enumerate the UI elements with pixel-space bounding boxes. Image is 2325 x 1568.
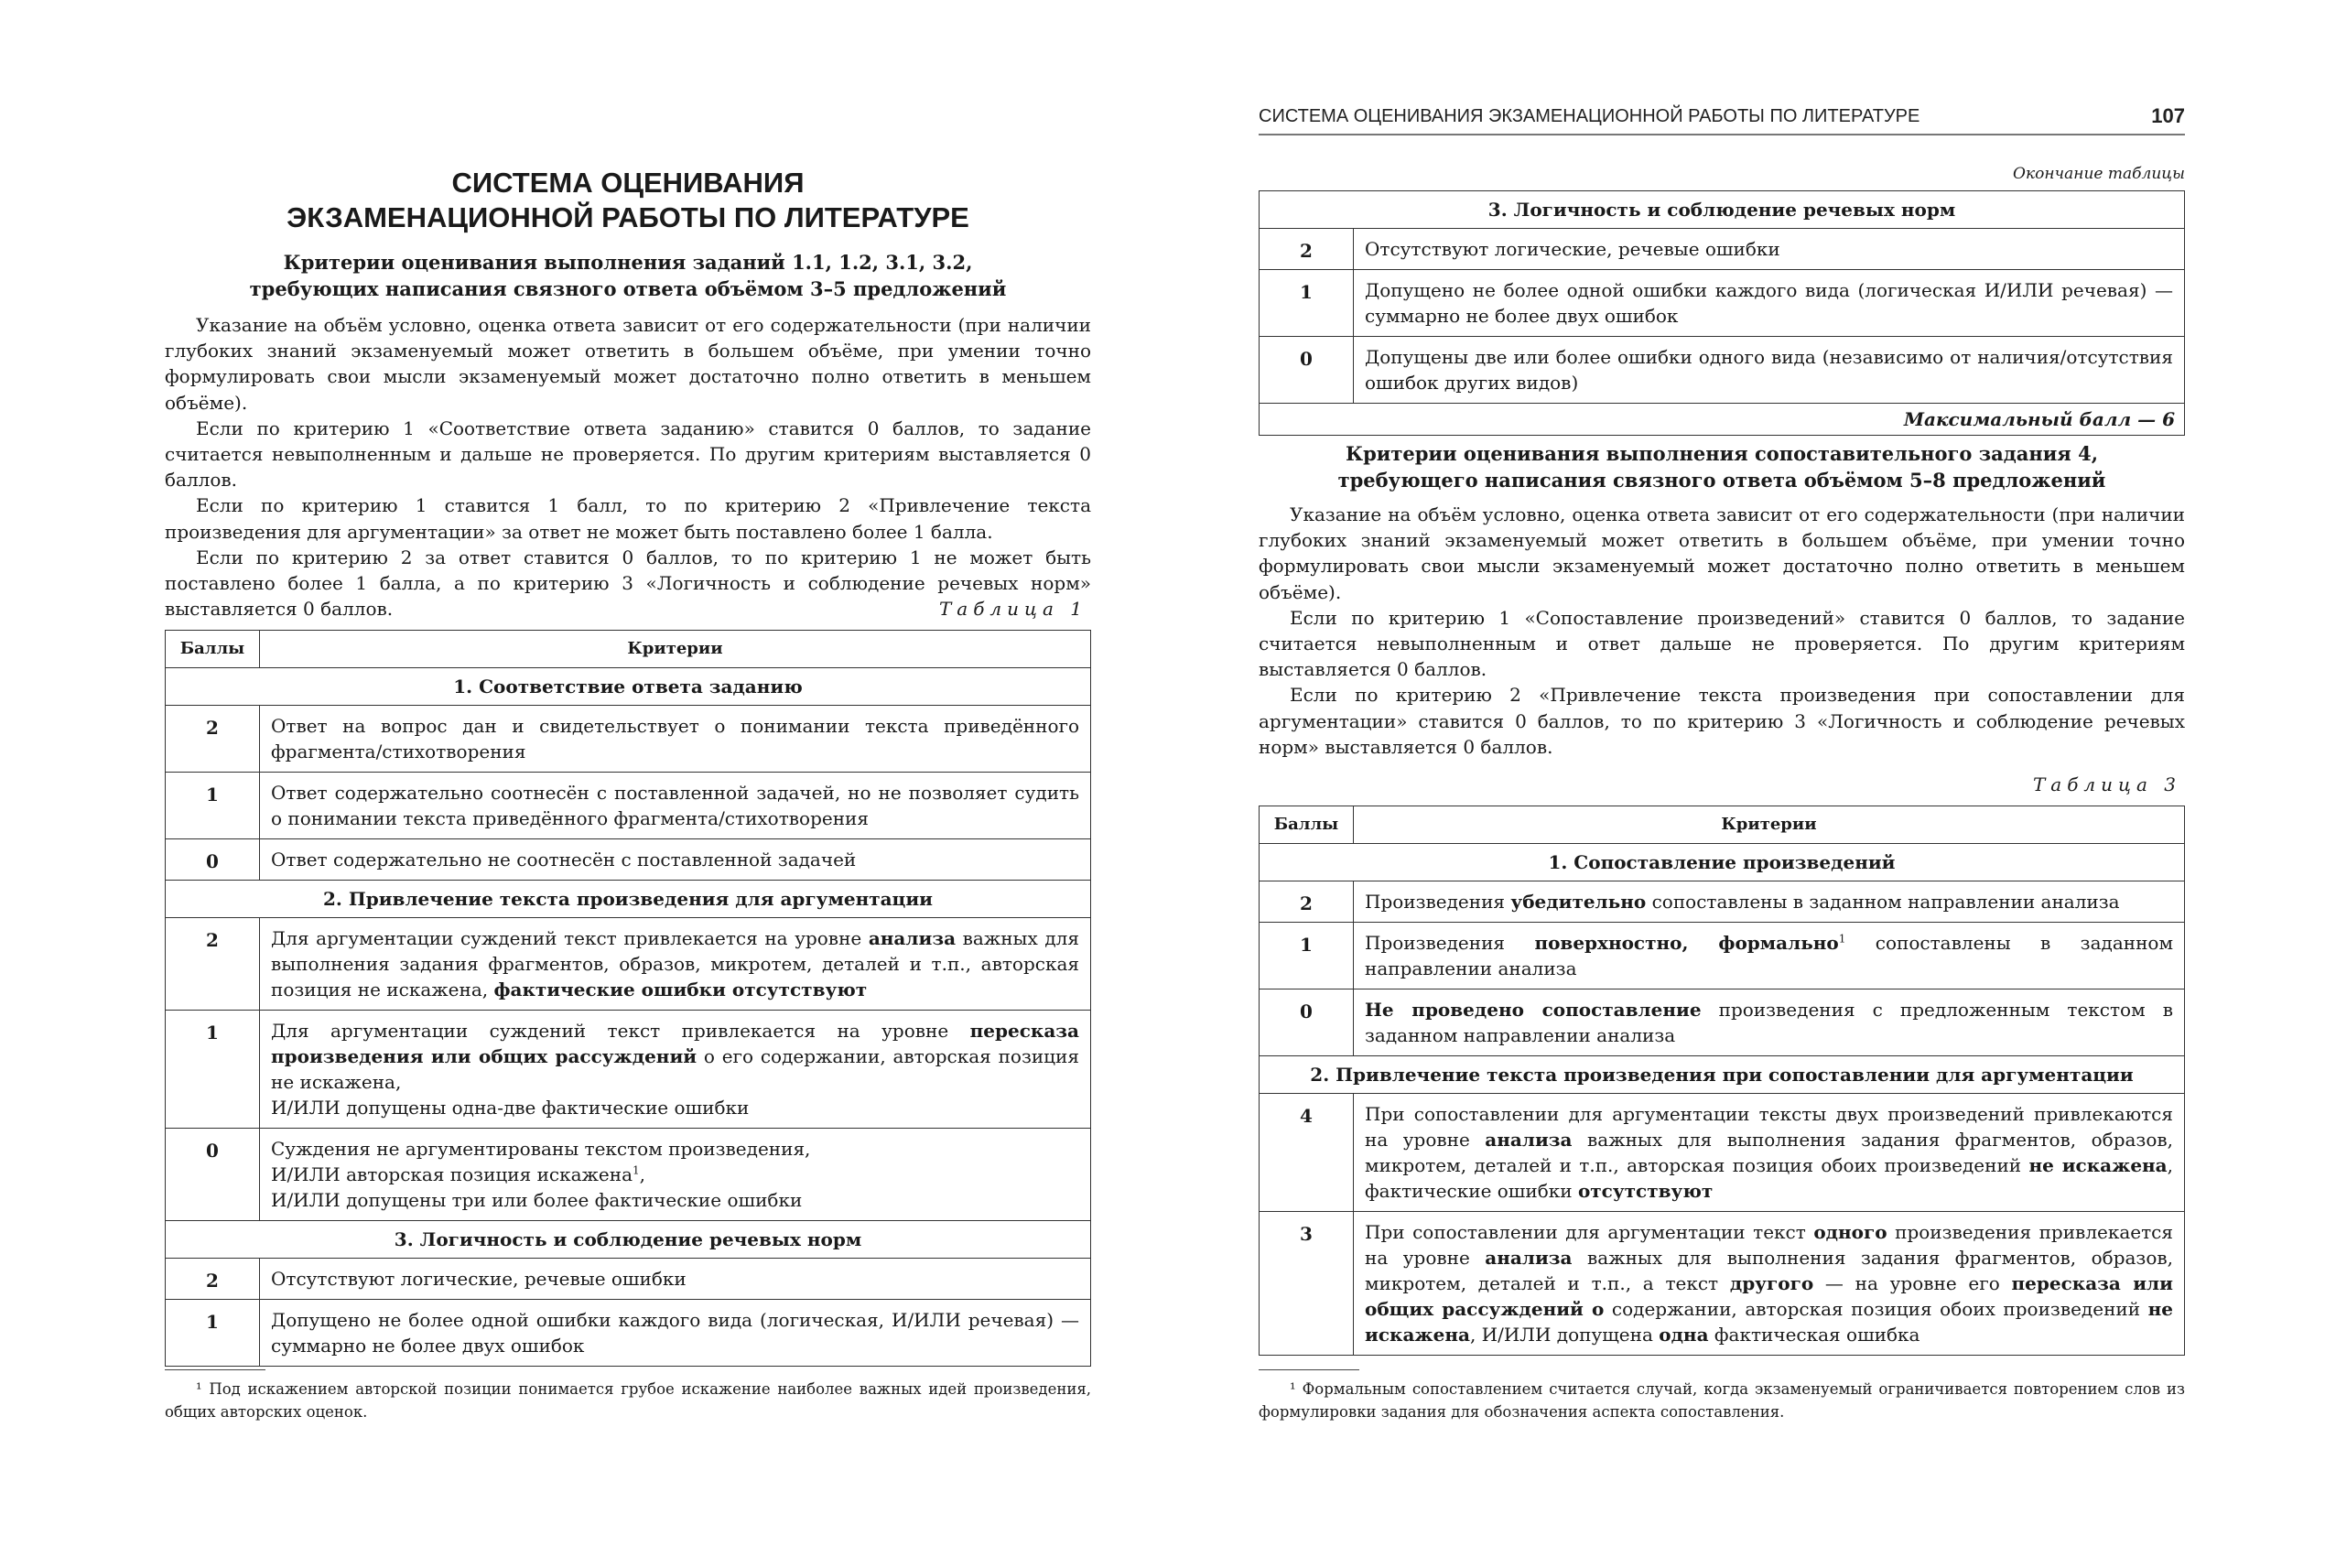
criteria-table-continued [1259,190,2185,436]
score-cell: 2 [1260,229,1354,270]
table-row [1260,270,2185,337]
table-row [166,706,1091,773]
emphasis-text: одного [1813,1221,1887,1243]
intro-text [165,312,1091,622]
score-cell: 4 [1260,1094,1354,1212]
max-score-row [1260,404,2185,436]
score-cell: 0 [1260,989,1354,1056]
criteria-subtitle-line-1: Критерии оценивания выполнения сопоставительного задания 4, [1345,442,2099,465]
criteria-subtitle [1259,440,2185,493]
emphasis-text: не искажена [1365,1298,2173,1346]
table-continuation-label: Окончание таблицы [2013,165,2185,183]
paragraph: Указание на объём условно, оценка ответа зависит от его содержательности (при наличии глубоких знаний экзаменуемый может ответить в большем объёме, при умении точно формулировать свои мысли экзаменуемый может достаточно полно ответить в меньшем объёме). [1259,503,2185,603]
score-cell: 0 [166,839,260,881]
score-cell: 3 [1260,1212,1354,1356]
table-row [166,1300,1091,1367]
table-row [1260,1212,2185,1356]
section-title: 3. Логичность и соблюдение речевых норм [166,1221,1091,1259]
criteria-cell: Для аргументации суждений текст привлекается на уровне анализа важных для выполнения задания фрагментов, образов, микротем, деталей и т.п., авторская позиция не искажена, фактические ошибки отсутствуют [260,918,1091,1011]
score-cell: 0 [166,1129,260,1221]
emphasis-text: одна [1659,1324,1709,1346]
criteria-subtitle-line-1: Критерии оценивания выполнения заданий 1.1, 1.2, 3.1, 3.2, [283,251,973,274]
score-cell: 1 [166,1011,260,1129]
footnote-area [1259,1369,2185,1423]
footnote-separator [1259,1369,1359,1370]
chapter-title-line-2: ЭКЗАМЕНАЦИОННОЙ РАБОТЫ ПО ЛИТЕРАТУРЕ [287,201,969,233]
section-header-row [166,1221,1091,1259]
table-row [166,1011,1091,1129]
score-cell: 2 [166,918,260,1011]
table-row [1260,989,2185,1056]
column-header-criteria: Критерии [1354,806,2185,844]
footnote-marker: 1 [1838,932,1846,946]
footnote-separator [165,1369,265,1370]
section-header-row [166,668,1091,706]
section-title: 3. Логичность и соблюдение речевых норм [1260,191,2185,229]
max-score: Максимальный балл — 6 [1260,404,2185,436]
criteria-cell: Не проведено сопоставление произведения с предложенным текстом в заданном направлении анализа [1354,989,2185,1056]
column-header-scores: Баллы [166,631,260,668]
criteria-cell: Отсутствуют логические, речевые ошибки [260,1259,1091,1300]
chapter-title [165,166,1091,235]
table-row [1260,337,2185,404]
table-row [166,1129,1091,1221]
column-header-scores: Баллы [1260,806,1354,844]
emphasis-text: убедительно [1510,891,1647,913]
section-title: 2. Привлечение текста произведения при сопоставлении для аргументации [1260,1056,2185,1094]
criteria-cell: Произведения убедительно сопоставлены в заданном направлении анализа [1354,881,2185,923]
footnote: ¹ Под искажением авторской позиции понимается грубое искажение наиболее важных идей произведения, общих авторских оценок. [165,1380,1091,1421]
continued-table [1259,190,2185,436]
table-header-row [1260,806,2185,844]
running-title: СИСТЕМА ОЦЕНИВАНИЯ ЭКЗАМЕНАЦИОННОЙ РАБОТЫ ПО ЛИТЕРАТУРЕ [1259,106,1920,126]
emphasis-text: анализа [1485,1129,1573,1151]
table-row [166,773,1091,839]
emphasis-text: Не проведено сопоставление [1365,999,1702,1021]
paragraph: Если по критерию 1 ставится 1 балл, то по критерию 2 «Привлечение текста произведения для аргументации» за ответ не может быть поставлено более 1 балла. [165,494,1091,543]
emphasis-text: фактические ошибки отсутствуют [493,979,868,1000]
criteria-table-3 [1259,806,2185,1356]
criteria-cell: Допущено не более одной ошибки каждого вида (логическая, И/ИЛИ речевая) — суммарно не более двух ошибок [260,1300,1091,1367]
criteria-cell: Суждения не аргументированы текстом произведения, И/ИЛИ авторская позиция искажена$^1$, И/ИЛИ допущены три или более фактические ошибки [260,1129,1091,1221]
section-header-row [1260,844,2185,881]
paragraph: Если по критерию 1 «Соответствие ответа заданию» ставится 0 баллов, то задание считается невыполненным и дальше не проверяется. По другим критериям выставляется 0 баллов. [165,416,1091,492]
criteria-cell: Ответ содержательно не соотнесён с поставленной задачей [260,839,1091,881]
section-title: 1. Сопоставление произведений [1260,844,2185,881]
score-cell: 2 [166,706,260,773]
emphasis-text: поверхностно, формально [1534,932,1839,954]
criteria-cell: При сопоставлении для аргументации тексты двух произведений привлекаются на уровне анализа важных для выполнения задания фрагментов, образов, микротем, деталей и т.п., авторская позиция обоих произведений не искажена, фактические ошибки отсутствуют [1354,1094,2185,1212]
paragraph: Если по критерию 2 «Привлечение текста произведения при сопоставлении для аргументации» ставится 0 баллов, то по критерию 3 «Логичность и соблюдение речевых норм» выставляется 0 баллов. [1259,684,2185,758]
criteria-table [165,630,1091,1367]
footnote: ¹ Формальным сопоставлением считается случай, когда экзаменуемый ограничивается повторением слов из формулировки задания для обозначения аспекта сопоставления. [1259,1380,2185,1421]
criteria-table-1 [165,630,1091,1367]
paragraph: Если по критерию 2 за ответ ставится 0 баллов, то по критерию 1 не может быть поставлено более 1 балла, а по критерию 3 «Логичность и соблюдение речевых норм» выставляется 0 баллов. [165,546,1091,621]
table-row [1260,923,2185,989]
criteria-cell: Допущено не более одной ошибки каждого вида (логическая И/ИЛИ речевая) — суммарно не более двух ошибок [1354,270,2185,337]
table-row [166,918,1091,1011]
chapter-title-line-1: СИСТЕМА ОЦЕНИВАНИЯ [451,167,805,199]
table-row [1260,229,2185,270]
section-header-row [166,881,1091,918]
criteria-subtitle-line-2: требующего написания связного ответа объёмом 5–8 предложений [1337,469,2106,492]
score-cell: 1 [1260,923,1354,989]
criteria-cell: Для аргументации суждений текст привлекается на уровне пересказа произведения или общих рассуждений о его содержании, авторская позиция не искажена, И/ИЛИ допущены одна-две фактические ошибки [260,1011,1091,1129]
running-header [1259,103,2185,135]
table-header-row [166,631,1091,668]
criteria-cell: Допущены две или более ошибки одного вида (независимо от наличия/отсутствия ошибок других видов) [1354,337,2185,404]
paragraph: Если по критерию 1 «Сопоставление произведений» ставится 0 баллов, то задание считается невыполненным и ответ дальше не проверяется. По другим критериям выставляется 0 баллов. [1259,606,2185,681]
table-row [1260,881,2185,923]
score-cell: 1 [166,773,260,839]
criteria-cell: Ответ содержательно соотнесён с поставленной задачей, но не позволяет судить о понимании текста приведённого фрагмента/стихотворения [260,773,1091,839]
score-cell: 2 [1260,881,1354,923]
paragraph: Указание на объём условно, оценка ответа зависит от его содержательности (при наличии глубоких знаний экзаменуемый может ответить в большем объёме, при умении точно формулировать свои мысли экзаменуемый может достаточно полно ответить в меньшем объёме). [165,314,1091,414]
emphasis-text: анализа [1485,1247,1573,1269]
section-header-row [1260,191,2185,229]
page-number: 107 [2151,104,2185,127]
table-row [166,839,1091,881]
column-header-criteria: Критерии [260,631,1091,668]
emphasis-text: пересказа или общих рассуждений о [1365,1272,2173,1320]
table-row [166,1259,1091,1300]
criteria-subtitle [165,249,1091,302]
footnote-area [165,1369,1091,1423]
emphasis-text: другого [1729,1272,1814,1294]
criteria-cell: Отсутствуют логические, речевые ошибки [1354,229,2185,270]
section-title: 2. Привлечение текста произведения для аргументации [166,881,1091,918]
emphasis-text: не искажена [2028,1154,2168,1176]
criteria-table [1259,806,2185,1356]
emphasis-text: пересказа произведения или общих рассуждений [271,1020,1079,1067]
score-cell: 1 [166,1300,260,1367]
section-header-row [1260,1056,2185,1094]
intro-text [1259,502,2185,760]
criteria-subtitle-line-2: требующих написания связного ответа объёмом 3–5 предложений [249,277,1007,300]
table-row [1260,1094,2185,1212]
score-cell: 2 [166,1259,260,1300]
criteria-cell: При сопоставлении для аргументации текст одного произведения привлекается на уровне анализа важных для выполнения задания фрагментов, образов, микротем, деталей и т.п., а текст другого — на уровне его пересказа или общих рассуждений о содержании, авторская позиция обоих произведений не искажена, И/ИЛИ допущена одна фактическая ошибка [1354,1212,2185,1356]
table-caption: Таблица 1 [938,598,1087,620]
section-title: 1. Соответствие ответа заданию [166,668,1091,706]
emphasis-text: анализа [868,927,957,949]
score-cell: 0 [1260,337,1354,404]
table-caption: Таблица 3 [2032,773,2181,795]
emphasis-text: отсутствуют [1577,1180,1714,1202]
footnote-marker: 1 [633,1163,640,1177]
criteria-cell: Ответ на вопрос дан и свидетельствует о понимании текста приведённого фрагмента/стихотворения [260,706,1091,773]
score-cell: 1 [1260,270,1354,337]
criteria-cell: Произведения поверхностно, формально$^1$ сопоставлены в заданном направлении анализа [1354,923,2185,989]
